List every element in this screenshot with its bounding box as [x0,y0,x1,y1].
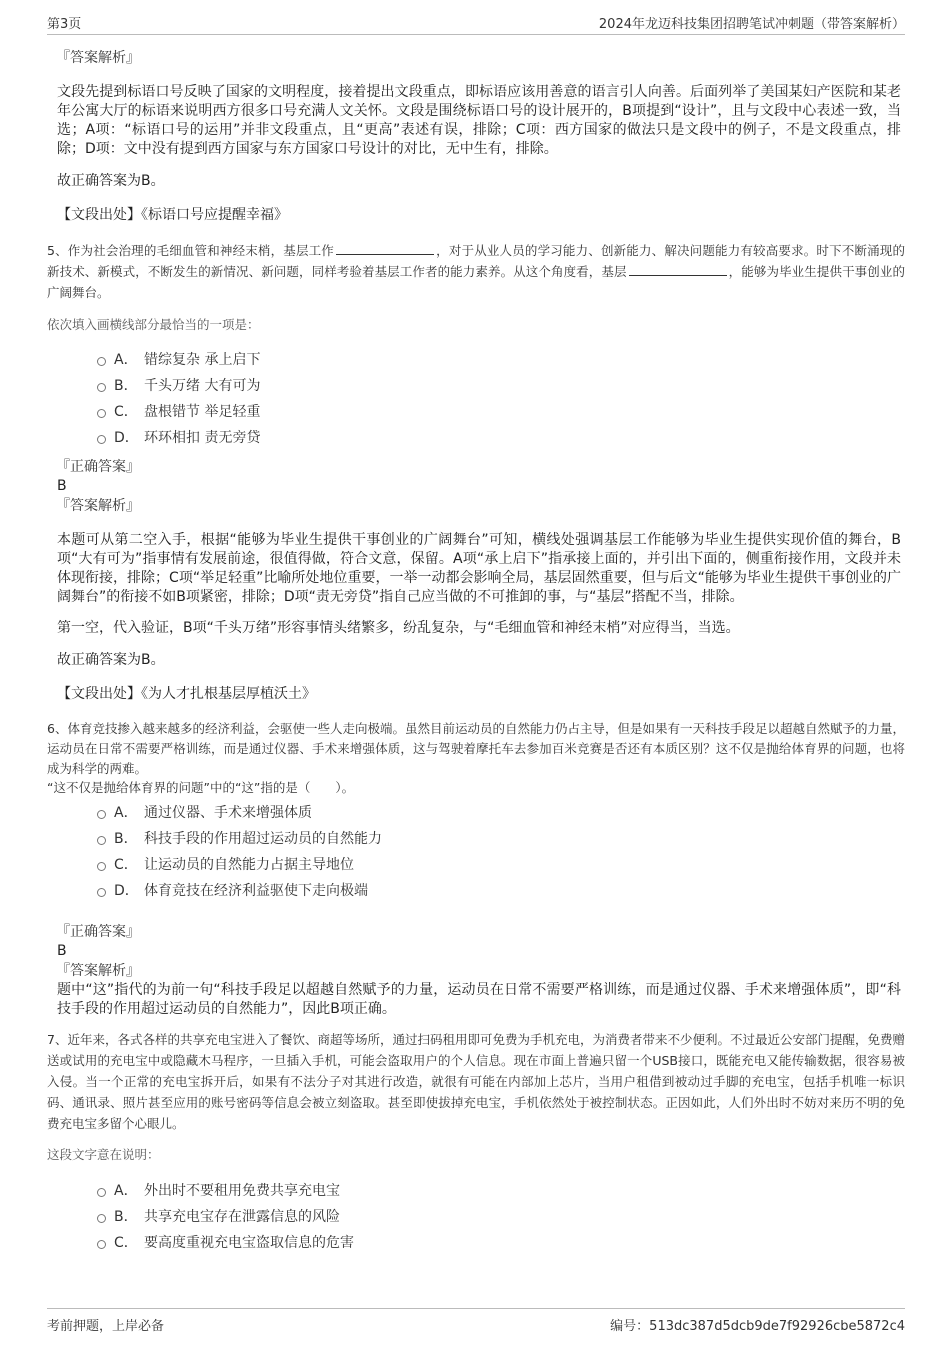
radio-icon[interactable] [97,357,106,366]
q5-ask: 依次填入画横线部分最恰当的一项是： [47,317,260,332]
q6-ask: “这不仅是抛给体育界的问题”中的“这”指的是（ ）。 [47,780,355,795]
q5-source: 【文段出处】《为人才扎根基层厚植沃土》 [57,686,316,702]
q5-stem [47,240,905,303]
q6-stem: 6、体育竞技掺入越来越多的经济利益，会驱使一些人走向极端。虽然目前运动员的自然能力仍占主导，但是如果有一天科技手段足以超越自然赋予的力量，运动员在日常不需要严格训练，而是通过仪器、手术来增强体质，这与驾驶着摩托车去参加百米竞赛是否还有本质区别？这不仅是抛给体育界的问题，也将成为科学的两难。 [47,721,905,776]
radio-icon[interactable] [97,435,106,444]
radio-icon[interactable] [97,888,106,897]
document-id: 编号：513dc387d5dcb9de7f92926cbe5872c4 [610,1319,905,1334]
q5-option-c[interactable]: C． 盘根错节 举足轻重 [97,399,905,425]
analysis-label: 『答案解析』 [56,498,140,514]
q5-blank-1 [336,242,434,255]
page-content [47,44,905,1256]
page-footer [47,1308,905,1337]
q6-option-b[interactable]: B． 科技手段的作用超过运动员的自然能力 [97,826,905,852]
radio-icon[interactable] [97,383,106,392]
q4-conclusion: 故正确答案为B。 [57,173,165,189]
correct-label: 『正确答案』 [56,924,140,940]
q5-stem-part2: ，对于从业人员的学习能力、创新能力、解决问题能力有较高要求。时下不断涌现的新技术、新模式，不断发生的新情况、新问题，同样考验着基层工作者的能力素养。从这个角度看，基层 [47,243,905,279]
q5-option-d[interactable]: D． 环环相扣 责无旁贷 [97,425,905,451]
radio-icon[interactable] [97,862,106,871]
page-number: 第3页 [47,17,82,32]
q5-answer: B [57,478,67,494]
q6-analysis: 题中“这”指代的为前一句“科技手段足以超越自然赋予的力量，运动员在日常不需要严格训练，而是通过仪器、手术来增强体质”，即“科技手段的作用超过运动员的自然能力”，因此B项正确。 [57,982,901,1017]
radio-icon[interactable] [97,1214,106,1223]
q7-stem: 7、近年来，各式各样的共享充电宝进入了餐饮、商超等场所，通过扫码租用即可免费为手机充电，为消费者带来不少便利。不过最近公安部门提醒，免费赠送或试用的充电宝中或隐藏木马程序，一旦插入手机，可能会盗取用户的个人信息。现在市面上普遍只留一个USB接口，既能充电又能传输数据，很容易被入侵。当一个正常的充电宝拆开后，如果有不法分子对其进行改造，就很有可能在内部加上芯片，当用户租借到被动过手脚的充电宝，包括手机唯一标识码、通讯录、照片甚至应用的账号密码等信息会被立刻盗取。甚至即使拔掉充电宝，手机依然处于被控制状态。正因如此，人们外出时不妨对来历不明的免费充电宝多留个心眼儿。 [47,1032,905,1131]
q7-option-a[interactable]: A． 外出时不要租用免费共享充电宝 [97,1178,905,1204]
radio-icon[interactable] [97,1188,106,1197]
q6-answer: B [57,943,67,959]
q6-option-a[interactable]: A． 通过仪器、手术来增强体质 [97,800,905,826]
q5-stem-part3: ，能够为毕业生提供干事创业的广阔舞台。 [47,264,905,300]
radio-icon[interactable] [97,409,106,418]
q5-analysis-2: 第一空，代入验证，B项“千头万绪”形容事情头绪繁多，纷乱复杂，与“毛细血管和神经末梢”对应得当，当选。 [57,620,740,636]
q7-options [97,1178,905,1256]
q6-options [97,800,905,904]
q5-option-b[interactable]: B． 千头万绪 大有可为 [97,373,905,399]
q5-stem-part1: 5、作为社会治理的毛细血管和神经末梢，基层工作 [47,243,334,258]
q5-blank-2 [629,263,727,276]
q6-option-c[interactable]: C． 让运动员的自然能力占据主导地位 [97,852,905,878]
radio-icon[interactable] [97,836,106,845]
correct-label: 『正确答案』 [56,459,140,475]
analysis-label: 『答案解析』 [56,963,140,979]
q4-analysis: 文段先提到标语口号反映了国家的文明程度，接着提出文段重点，即标语应该用善意的语言引人向善。后面列举了美国某妇产医院和某老年公寓大厅的标语来说明西方很多口号充满人文关怀。文段是围绕标语口号的设计展开的，B项提到“设计”，且与文段中心表述一致，当选；A项：“标语口号的运用”并非文段重点，且“更高”表述有误，排除；C项：西方国家的做法只是文段中的例子，不是文段重点，排除；D项：文中没有提到西方国家与东方国家口号设计的对比，无中生有，排除。 [57,84,901,157]
q7-option-c[interactable]: C． 要高度重视充电宝盗取信息的危害 [97,1230,905,1256]
page-header [47,10,905,35]
q5-analysis-1: 本题可从第二空入手，根据“能够为毕业生提供干事创业的广阔舞台”可知，横线处强调基层工作能够为毕业生提供实现价值的舞台，B项“大有可为”指事情有发展前途，很值得做，符合文意，保留。A项“承上启下”指承接上面的，并引出下面的，侧重衔接作用，文段并未体现衔接，排除；C项“举足轻重”比喻所处地位重要，一举一动都会影响全局，基层固然重要，但与后文“能够为毕业生提供干事创业的广阔舞台”的衔接不如B项紧密，排除；D项“责无旁贷”指自己应当做的不可推卸的事，与“基层”搭配不当，排除。 [57,532,901,605]
q5-options [97,347,905,451]
q5-option-a[interactable]: A． 错综复杂 承上启下 [97,347,905,373]
radio-icon[interactable] [97,810,106,819]
q6-option-d[interactable]: D． 体育竞技在经济利益驱使下走向极端 [97,878,905,904]
q5-conclusion: 故正确答案为B。 [57,652,165,668]
analysis-label: 『答案解析』 [56,50,140,66]
q7-ask: 这段文字意在说明： [47,1147,160,1162]
footer-slogan: 考前押题，上岸必备 [47,1319,165,1334]
radio-icon[interactable] [97,1240,106,1249]
q4-source: 【文段出处】《标语口号应提醒幸福》 [57,207,288,223]
q7-option-b[interactable]: B． 共享充电宝存在泄露信息的风险 [97,1204,905,1230]
document-title: 2024年龙迈科技集团招聘笔试冲刺题（带答案解析） [598,17,905,32]
